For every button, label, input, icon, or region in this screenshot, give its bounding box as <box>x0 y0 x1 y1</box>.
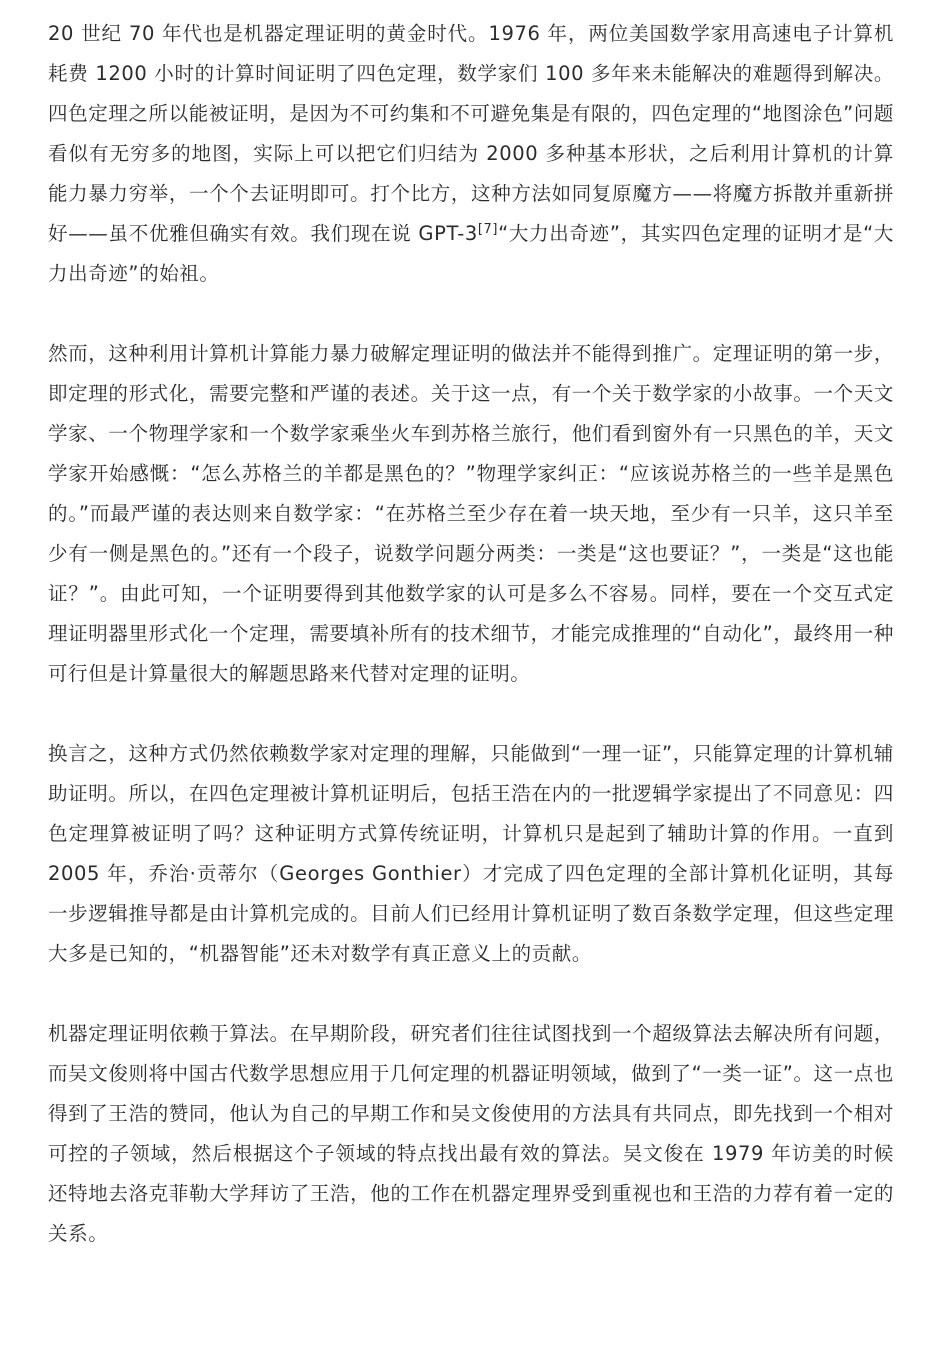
paragraph-formalization: 然而，这种利用计算机计算能力暴力破解定理证明的做法并不能得到推广。定理证明的第一步，即定理的形式化，需要完整和严谨的表述。关于这一点，有一个关于数学家的小故事。一个天文学家、一个物理学家和一个数学家乘坐火车到苏格兰旅行，他们看到窗外有一只黑色的羊，天文学家开始感慨：“怎么苏格兰的羊都是黑色的？”物理学家纠正：“应该说苏格兰的一些羊是黑色的。”而最严谨的表达则来自数学家：“在苏格兰至少存在着一块天地，至少有一只羊，这只羊至少有一侧是黑色的。”还有一个段子，说数学问题分两类：一类是“这也要证？”，一类是“这也能证？”。由此可知，一个证明要得到其他数学家的认可是多么不容易。同样，要在一个交互式定理证明器里形式化一个定理，需要填补所有的技术细节，才能完成推理的“自动化”，最终用一种可行但是计算量很大的解题思路来代替对定理的证明。 <box>48 342 894 685</box>
paragraph-computer-assisted-proof: 换言之，这种方式仍然依赖数学家对定理的理解，只能做到“一理一证”，只能算定理的计算机辅助证明。所以，在四色定理被计算机证明后，包括王浩在内的一批逻辑学家提出了不同意见：四色定理算被证明了吗？这种证明方式算传统证明，计算机只是起到了辅助计算的作用。一直到 2005 年，乔治·贡蒂尔（Georges Gonthier）才完成了四色定理的全部计算机化证明，其每一步逻辑推导都是由计算机完成的。目前人们已经用计算机证明了数百条数学定理，但这些定理大多是已知的，“机器智能”还未对数学有真正意义上的贡献。 <box>48 742 894 965</box>
paragraph-four-color-history <box>48 14 894 294</box>
article-body <box>48 14 894 1254</box>
paragraph-text: “大力出奇迹”，其实四色定理的证明才是“大力出奇迹”的始祖。 <box>48 222 894 285</box>
paragraph-algorithms: 机器定理证明依赖于算法。在早期阶段，研究者们往往试图找到一个超级算法去解决所有问题，而吴文俊则将中国古代数学思想应用于几何定理的机器证明领域，做到了“一类一证”。这一点也得到了王浩的赞同，他认为自己的早期工作和吴文俊使用的方法具有共同点，即先找到一个相对可控的子领域，然后根据这个子领域的特点找出最有效的算法。吴文俊在 1979 年访美的时候还特地去洛克菲勒大学拜访了王浩，他的工作在机器定理界受到重视也和王浩的力荐有着一定的关系。 <box>48 1022 894 1245</box>
citation-reference[interactable]: [7] <box>477 222 499 237</box>
paragraph-text: 20 世纪 70 年代也是机器定理证明的黄金时代。1976 年，两位美国数学家用高速电子计算机耗费 1200 小时的计算时间证明了四色定理，数学家们 100 多年来未能解决的难题得到解决。四色定理之所以能被证明，是因为不可约集和不可避免集是有限的，四色定理的“地图涂色”问题看似有无穷多的地图，实际上可以把它们归结为 2000 多种基本形状，之后利用计算机的计算能力暴力穷举，一个个去证明即可。打个比方，这种方法如同复原魔方——将魔方拆散并重新拼好——虽不优雅但确实有效。我们现在说 GPT-3 <box>48 22 894 245</box>
